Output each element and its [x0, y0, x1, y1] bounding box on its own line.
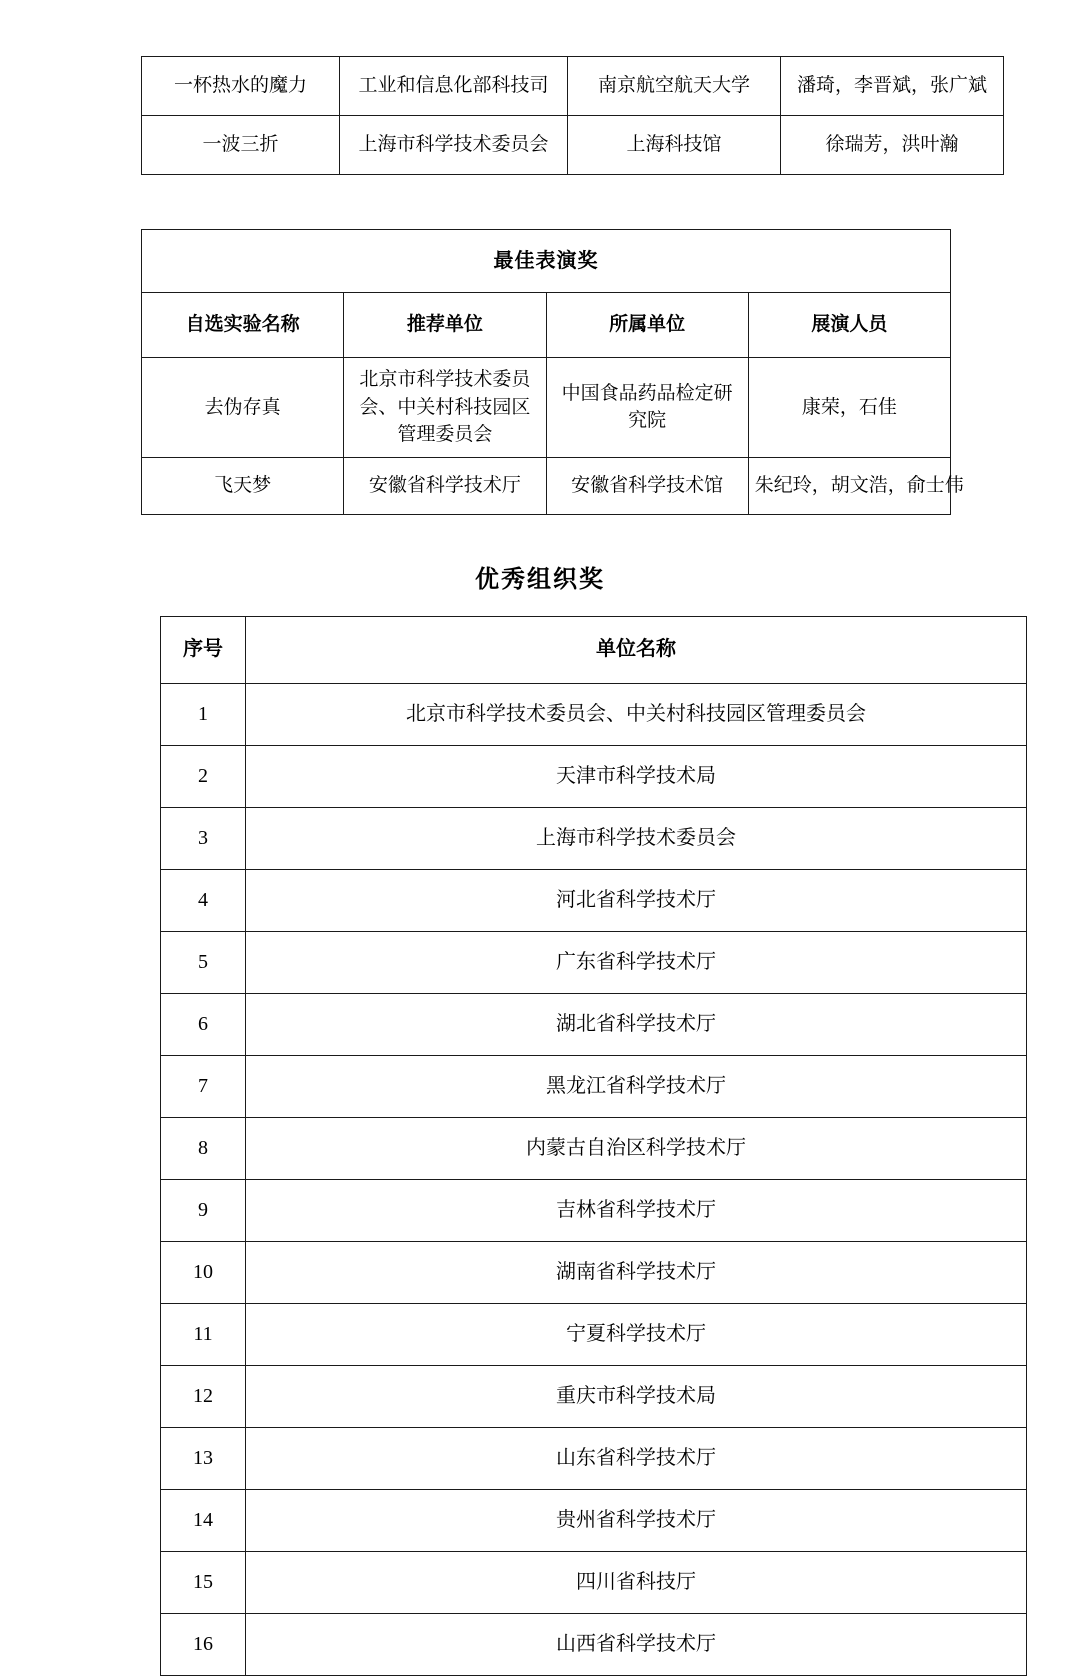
- best-performance-award-table: [141, 229, 964, 515]
- table-header-row: [142, 293, 951, 358]
- table-row: [142, 358, 951, 458]
- unit-name-cell: 北京市科学技术委员会、中关村科技园区管理委员会: [246, 683, 1027, 745]
- column-header-unit-name: 单位名称: [246, 616, 1027, 683]
- row-number-cell: 3: [161, 807, 246, 869]
- row-number-cell: 14: [161, 1489, 246, 1551]
- excellent-organization-award-table: [160, 616, 1027, 1676]
- table-row: [142, 57, 1004, 116]
- table-row: [161, 1117, 1027, 1179]
- performers-cell: 徐瑞芳，洪叶瀚: [781, 116, 1004, 175]
- table-row: [161, 1179, 1027, 1241]
- recommending-unit-cell: 北京市科学技术委员会、中关村科技园区管理委员会: [344, 358, 546, 458]
- table-row: [161, 993, 1027, 1055]
- table-header-row: [161, 616, 1027, 683]
- experiment-name-cell: 一杯热水的魔力: [142, 57, 340, 116]
- column-header-experiment: 自选实验名称: [142, 293, 344, 358]
- table-row: [161, 1427, 1027, 1489]
- document-page: [0, 56, 1080, 1676]
- recommending-unit-cell: 工业和信息化部科技司: [340, 57, 568, 116]
- unit-name-cell: 湖北省科学技术厅: [246, 993, 1027, 1055]
- unit-name-cell: 天津市科学技术局: [246, 745, 1027, 807]
- award-title-row: [142, 230, 951, 293]
- table-row: [161, 1303, 1027, 1365]
- unit-name-cell: 内蒙古自治区科学技术厅: [246, 1117, 1027, 1179]
- table-row: [142, 457, 951, 514]
- unit-name-cell: 重庆市科学技术局: [246, 1365, 1027, 1427]
- unit-name-cell: 宁夏科学技术厅: [246, 1303, 1027, 1365]
- unit-name-cell: 吉林省科学技术厅: [246, 1179, 1027, 1241]
- experiment-name-cell: 一波三折: [142, 116, 340, 175]
- table-row: [161, 1365, 1027, 1427]
- unit-name-cell: 山西省科学技术厅: [246, 1613, 1027, 1675]
- performers-cell: 潘琦，李晋斌，张广斌: [781, 57, 1004, 116]
- row-number-cell: 9: [161, 1179, 246, 1241]
- affiliation-cell: 上海科技馆: [568, 116, 781, 175]
- table-row: [161, 1551, 1027, 1613]
- unit-name-cell: 河北省科学技术厅: [246, 869, 1027, 931]
- award-title: 最佳表演奖: [142, 230, 951, 293]
- affiliation-cell: 南京航空航天大学: [568, 57, 781, 116]
- section-heading: 优秀组织奖: [475, 566, 605, 593]
- row-number-cell: 7: [161, 1055, 246, 1117]
- unit-name-cell: 贵州省科学技术厅: [246, 1489, 1027, 1551]
- row-number-cell: 12: [161, 1365, 246, 1427]
- continuation-table: [141, 56, 1004, 175]
- column-header-performers: 展演人员: [748, 293, 950, 358]
- row-number-cell: 6: [161, 993, 246, 1055]
- table-row: [161, 931, 1027, 993]
- row-number-cell: 15: [161, 1551, 246, 1613]
- row-number-cell: 16: [161, 1613, 246, 1675]
- column-header-recommending-unit: 推荐单位: [344, 293, 546, 358]
- row-number-cell: 8: [161, 1117, 246, 1179]
- row-number-cell: 5: [161, 931, 246, 993]
- row-number-cell: 4: [161, 869, 246, 931]
- row-number-cell: 2: [161, 745, 246, 807]
- performers-cell: 朱纪玲，胡文浩，俞士伟: [748, 457, 950, 514]
- unit-name-cell: 山东省科学技术厅: [246, 1427, 1027, 1489]
- column-header-affiliation: 所属单位: [546, 293, 748, 358]
- unit-name-cell: 湖南省科学技术厅: [246, 1241, 1027, 1303]
- recommending-unit-cell: 上海市科学技术委员会: [340, 116, 568, 175]
- affiliation-cell: 中国食品药品检定研究院: [546, 358, 748, 458]
- table-row: [161, 869, 1027, 931]
- table-row: [161, 1489, 1027, 1551]
- table-row: [142, 116, 1004, 175]
- table-row: [161, 807, 1027, 869]
- unit-name-cell: 广东省科学技术厅: [246, 931, 1027, 993]
- table-row: [161, 745, 1027, 807]
- affiliation-cell: 安徽省科学技术馆: [546, 457, 748, 514]
- table-row: [161, 1055, 1027, 1117]
- table-row: [161, 683, 1027, 745]
- unit-name-cell: 四川省科技厅: [246, 1551, 1027, 1613]
- experiment-name-cell: 飞天梦: [142, 457, 344, 514]
- row-number-cell: 11: [161, 1303, 246, 1365]
- performers-cell: 康荣，石佳: [748, 358, 950, 458]
- table-row: [161, 1613, 1027, 1675]
- table-row: [161, 1241, 1027, 1303]
- unit-name-cell: 上海市科学技术委员会: [246, 807, 1027, 869]
- recommending-unit-cell: 安徽省科学技术厅: [344, 457, 546, 514]
- experiment-name-cell: 去伪存真: [142, 358, 344, 458]
- row-number-cell: 10: [161, 1241, 246, 1303]
- row-number-cell: 13: [161, 1427, 246, 1489]
- row-number-cell: 1: [161, 683, 246, 745]
- column-header-no: 序号: [161, 616, 246, 683]
- unit-name-cell: 黑龙江省科学技术厅: [246, 1055, 1027, 1117]
